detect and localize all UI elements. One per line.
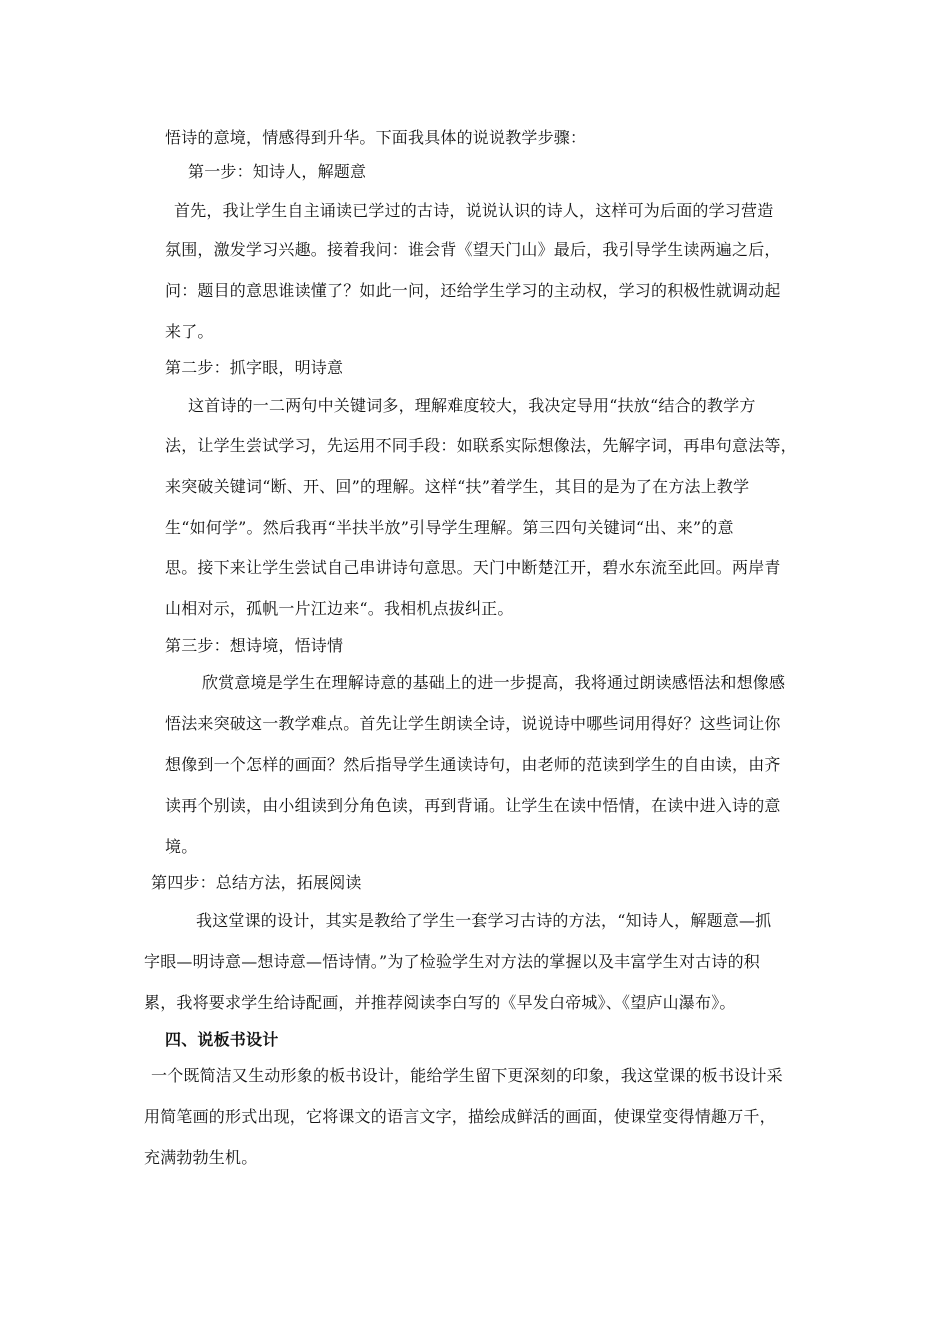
section-heading: 四、说板书设计	[165, 1030, 279, 1049]
paragraph-line: 用简笔画的形式出现，它将课文的语言文字，描绘成鲜活的画面，使课堂变得情趣万千，	[144, 1107, 776, 1126]
step-heading-2: 第二步：抓字眼，明诗意	[165, 358, 344, 377]
paragraph-line: 氛围，激发学习兴趣。接着我问：谁会背《望天门山》最后，我引导学生读两遍之后，	[165, 240, 781, 259]
paragraph-line: 思。接下来让学生尝试自己串讲诗句意思。天门中断楚江开，碧水东流至此回。两岸青	[165, 558, 781, 577]
paragraph-line: 山相对示，孤帆一片江边来“。我相机点拔纠正。	[165, 599, 514, 618]
paragraph-line: 问：题目的意思谁读懂了？如此一问，还给学生学习的主动权，学习的积极性就调动起	[165, 281, 781, 300]
paragraph-line: 字眼—明诗意—想诗意—悟诗情。”为了检验学生对方法的掌握以及丰富学生对古诗的积	[144, 952, 760, 971]
paragraph-line: 生“如何学”。然后我再“半扶半放”引导学生理解。第三四句关键词“出、来”的意	[165, 518, 734, 537]
paragraph-line: 首先，我让学生自主诵读已学过的古诗，说说认识的诗人，这样可为后面的学习营造	[174, 201, 774, 220]
paragraph-line: 法，让学生尝试学习，先运用不同手段：如联系实际想像法，先解字词，再串句意法等，	[165, 436, 797, 455]
paragraph-line: 悟法来突破这一教学难点。首先让学生朗读全诗，说说诗中哪些词用得好？这些词让你	[165, 714, 781, 733]
paragraph-line: 想像到一个怎样的画面？然后指导学生通读诗句，由老师的范读到学生的自由读，由齐	[165, 755, 781, 774]
paragraph-line: 来了。	[165, 322, 214, 341]
paragraph-line: 来突破关键词“断、开、回”的理解。这样“扶”着学生，其目的是为了在方法上教学	[165, 477, 750, 496]
paragraph-line: 境。	[165, 837, 198, 856]
paragraph-line: 我这堂课的设计，其实是教给了学生一套学习古诗的方法，“知诗人，解题意—抓	[196, 911, 772, 930]
step-heading-4: 第四步：总结方法，拓展阅读	[151, 873, 362, 892]
paragraph-line: 读再个别读，由小组读到分角色读，再到背诵。让学生在读中悟情，在读中进入诗的意	[165, 796, 781, 815]
step-heading-1: 第一步：知诗人，解题意	[188, 162, 367, 181]
paragraph-line: 一个既简洁又生动形象的板书设计，能给学生留下更深刻的印象，我这堂课的板书设计采	[151, 1066, 783, 1085]
paragraph-line: 累，我将要求学生给诗配画，并推荐阅读李白写的《早发白帝城》、《望庐山瀑布》。	[144, 993, 736, 1012]
step-heading-3: 第三步：想诗境，悟诗情	[165, 636, 344, 655]
paragraph-line: 这首诗的一二两句中关键词多，理解难度较大，我决定导用“扶放“结合的教学方	[188, 396, 756, 415]
paragraph-line: 充满勃勃生机。	[144, 1148, 258, 1167]
paragraph-line: 悟诗的意境，情感得到升华。下面我具体的说说教学步骤：	[165, 128, 587, 147]
paragraph-line: 欣赏意境是学生在理解诗意的基础上的进一步提高，我将通过朗读感悟法和想像感	[202, 673, 786, 692]
